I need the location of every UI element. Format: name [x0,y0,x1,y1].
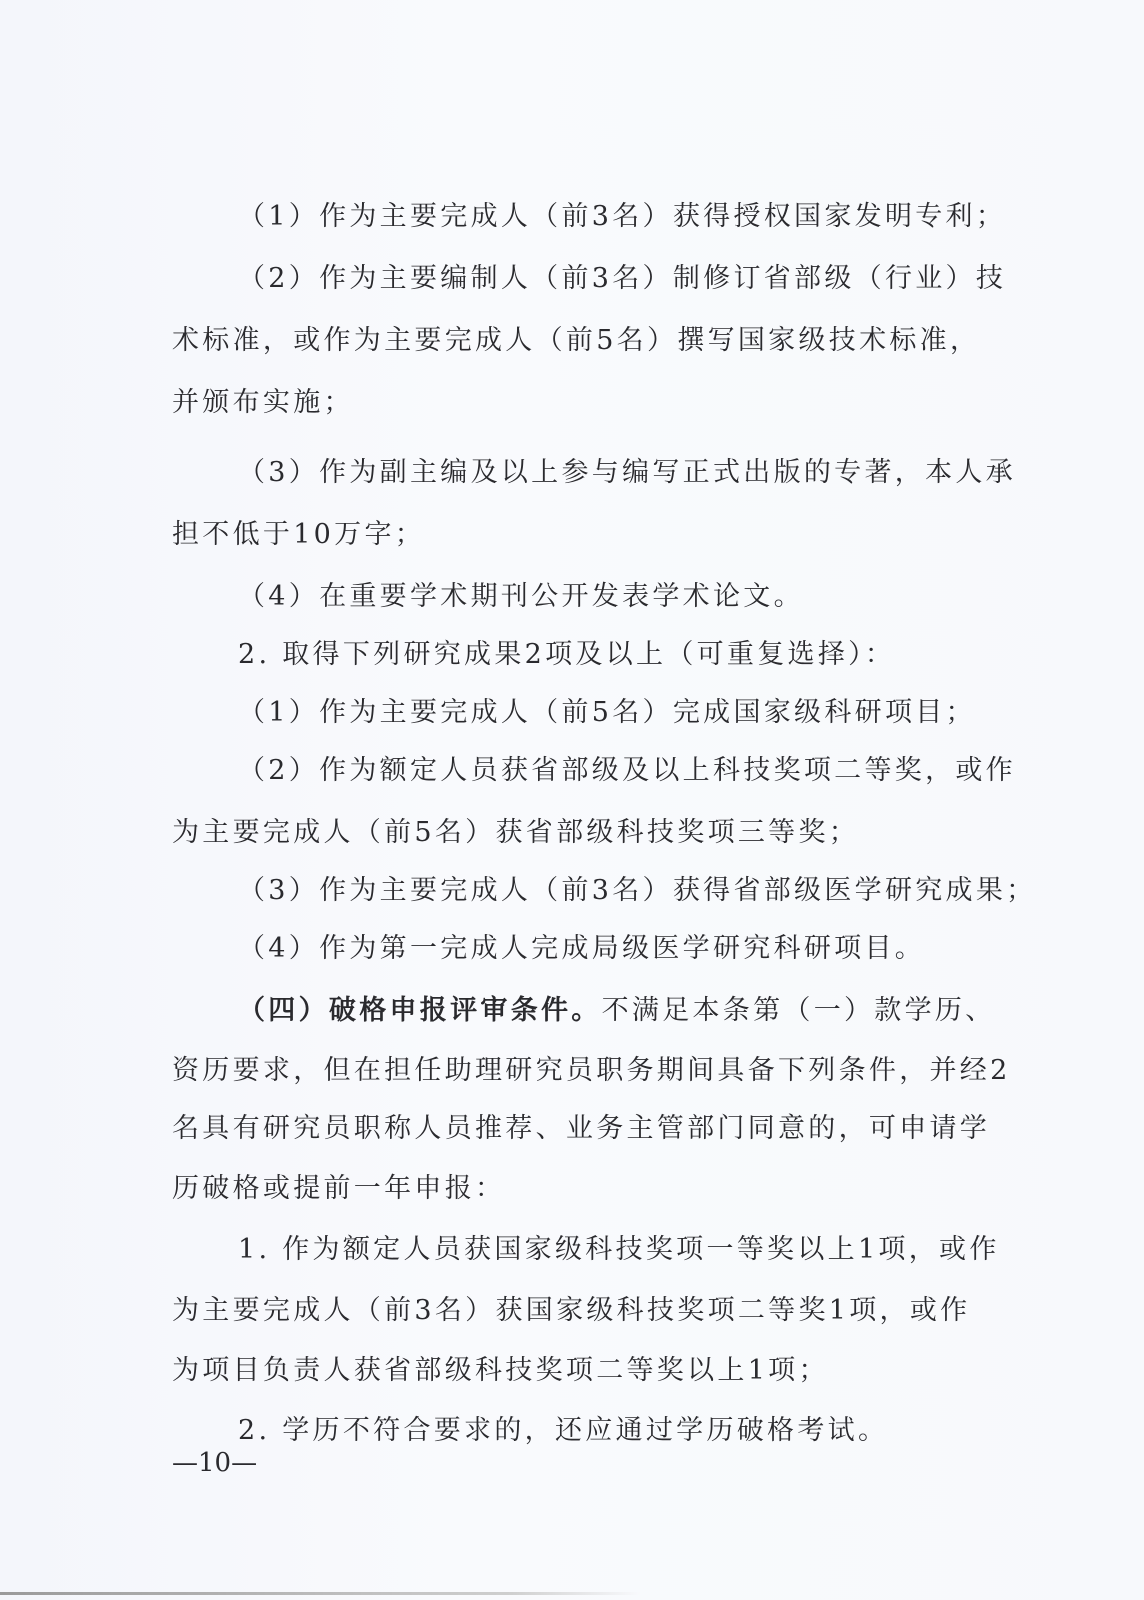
text-line: （2）作为额定人员获省部级及以上科技奖项二等奖，或作 [238,755,1016,786]
page-number: —10— [172,1448,258,1478]
text-line: （4）在重要学术期刊公开发表学术论文。 [238,581,804,612]
bottom-scan-edge [0,1592,640,1595]
text-line: （2）作为主要编制人（前3名）制修订省部级（行业）技 [238,263,1007,294]
text-line: （1）作为主要完成人（前3名）获得授权国家发明专利； [238,201,1007,232]
section-text: 不满足本条第（一）款学历、 [601,995,996,1026]
text-line: 2. 学历不符合要求的，还应通过学历破格考试。 [238,1415,889,1446]
section-heading: （四）破格申报评审条件。 [238,995,602,1026]
text-line: 历破格或提前一年申报： [172,1173,506,1204]
text-line: 担不低于10万字； [172,519,426,550]
text-line: 为主要完成人（前5名）获省部级科技奖项三等奖； [172,817,860,848]
text-line: （4）作为第一完成人完成局级医学研究科研项目。 [238,933,926,964]
text-line: 为主要完成人（前3名）获国家级科技奖项二等奖1项，或作 [172,1295,971,1326]
text-line: 2. 取得下列研究成果2项及以上（可重复选择）： [238,639,896,670]
text-line: 名具有研究员职称人员推荐、业务主管部门同意的，可申请学 [172,1113,991,1144]
text-line: 并颁布实施； [172,387,354,418]
text-line: （3）作为主要完成人（前3名）获得省部级医学研究成果； [238,875,1037,906]
text-line [238,994,1038,1028]
text-line: （1）作为主要完成人（前5名）完成国家级科研项目； [238,697,976,728]
text-line: 术标准，或作为主要完成人（前5名）撰写国家级技术标准， [172,325,981,356]
text-line: 为项目负责人获省部级科技奖项二等奖以上1项； [172,1355,829,1386]
text-line: 1. 作为额定人员获国家级科技奖项一等奖以上1项，或作 [238,1234,1000,1265]
text-line: 资历要求，但在担任助理研究员职务期间具备下列条件，并经2 [172,1055,1011,1086]
text-line: （3）作为副主编及以上参与编写正式出版的专著，本人承 [238,457,1016,488]
